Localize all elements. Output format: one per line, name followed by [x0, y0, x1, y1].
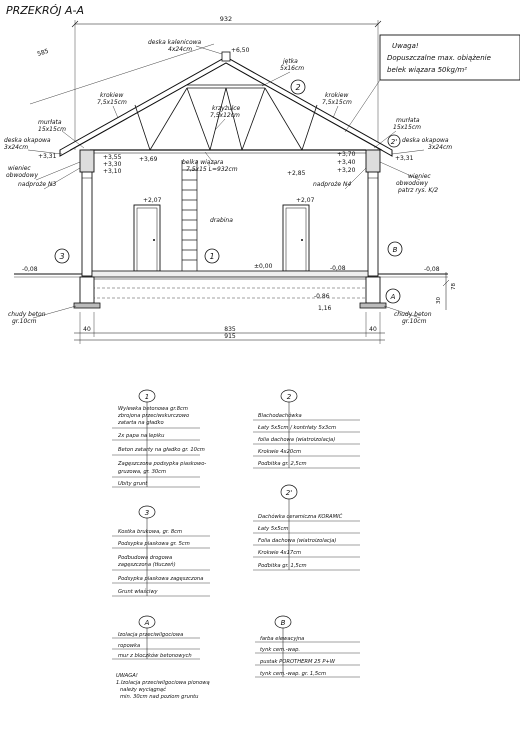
label-krokiew-left: krokiew — [100, 92, 124, 99]
marker-2-prime: 2' — [390, 138, 398, 146]
note-box — [380, 35, 520, 80]
legend-2p-row-0: Dachówka ceramiczna KORAMIĆ — [258, 514, 343, 520]
legend-B-row-2: pustak POROTHERM 25 P+W — [260, 659, 335, 665]
legend-2-marker: 2 — [286, 393, 292, 401]
legend-A-marker: A — [144, 619, 150, 627]
label-chudy-right-1: chudy beton — [394, 311, 432, 318]
legend-1-marker: 1 — [144, 393, 150, 401]
level-foundation: -0,86 — [314, 293, 330, 300]
dim-inner: 835 — [224, 326, 236, 333]
label-deska-okapowa-right: deska okapowa — [402, 137, 449, 144]
note-line2: Dopuszczalne max. obiążenie — [387, 54, 491, 62]
left-door — [134, 205, 160, 271]
label-jetka-size: 5x16cm — [280, 65, 305, 72]
label-deska-okapowa-left-size: 3x24cm — [4, 144, 29, 151]
label-nadproze-right: nadproże N4 — [313, 181, 352, 188]
level-eave-left-top: +3,55 — [103, 154, 122, 161]
drawing-title: PRZEKRÓJ A-A — [6, 4, 85, 17]
label-krokiew-right: krokiew — [325, 92, 349, 99]
marker-B: B — [392, 246, 398, 254]
label-wieniec-right-3: patrz rys. K/2 — [398, 187, 439, 194]
legend-2-row-2: folia dachowa (wiatroizolacja) — [258, 437, 336, 443]
legend-3-row-2b: zagęszczona (tłuczeń) — [118, 562, 176, 568]
legend-A-note-3: min. 30cm nad poziom gruntu — [120, 694, 199, 700]
legend-3-marker: 3 — [144, 509, 150, 517]
note-line3: belek wiązara 50kg/m² — [387, 66, 467, 74]
left-wall — [80, 150, 94, 276]
dim-wall-left: 40 — [83, 326, 91, 333]
marker-3: 3 — [59, 252, 65, 261]
legend-2-prime — [253, 485, 360, 570]
marker-1: 1 — [209, 252, 215, 261]
right-door — [283, 205, 309, 271]
legend-B-row-0: farba elewacyjna — [260, 636, 305, 642]
level-ridge: +6,50 — [231, 47, 250, 54]
marker-A: A — [390, 293, 396, 301]
dim-right-a: 78 — [451, 283, 457, 290]
label-krokiew-right-size: 7,5x15cm — [322, 99, 352, 106]
legend-A-row-0: Izolacja przeciwilgociowa — [118, 632, 184, 638]
level-beam-left: +3,69 — [139, 156, 158, 163]
level-ground-left: -0,08 — [22, 266, 38, 273]
legend-1-row-1: 2x papa na lepiku — [118, 433, 165, 439]
legend-A-note-1: 1.Izolacja przeciwilgociowa pionową — [116, 680, 210, 686]
right-wall — [366, 150, 380, 276]
label-wieniec-left-2: obwodowy — [6, 172, 38, 179]
legend-A — [112, 616, 210, 700]
legend-2p-marker: 2' — [285, 489, 293, 497]
legend-2-row-4: Podbitka gr. 2,5cm — [258, 461, 307, 467]
callouts — [4, 39, 452, 325]
legend-1-row-0c: zatarta na gładko — [118, 420, 164, 426]
legend-2p-row-2: Folia dachowa (wiatroizolacja) — [258, 538, 337, 544]
level-eave-left-mid: +3,30 — [103, 161, 122, 168]
legend-B — [255, 616, 360, 677]
dim-wall-right: 40 — [369, 326, 377, 333]
label-nadproze-left: nadproże N3 — [18, 181, 57, 188]
legend-B-row-3: tynk cem.-wap. gr. 1,5cm — [260, 671, 327, 677]
label-deska-okapowa-right-size: 3x24cm — [428, 144, 453, 151]
marker-2: 2 — [295, 83, 301, 92]
legend-1-row-3b: gruzowa, gr. 30cm — [118, 469, 167, 475]
level-eave-right-top: +3,70 — [337, 151, 356, 158]
legend-B-row-1: tynk cem.-wap. — [260, 647, 301, 653]
legend-3-row-4: Grunt właściwy — [118, 589, 158, 595]
label-murlata-right-size: 15x15cm — [393, 124, 421, 131]
legend-2p-row-4: Podbitka gr. 1,5cm — [258, 563, 307, 569]
legend-2-row-3: Krokwie 4x20cm — [258, 449, 302, 455]
level-eave-right-mid: +3,40 — [337, 159, 356, 166]
legend-2-row-1: Łaty 5x5cm / kontrłaty 5x3cm — [258, 425, 337, 431]
label-murlata-left-size: 15x15cm — [38, 126, 66, 133]
note-line1: Uwaga! — [392, 42, 419, 50]
level-eave-right-outer: +3,31 — [395, 155, 414, 162]
legend-1-row-0a: Wylewka betonowa gr.8cm — [118, 406, 188, 412]
level-door-right: +2,07 — [296, 197, 315, 204]
top-dimension — [72, 15, 381, 150]
right-vertical-dimension — [436, 272, 457, 310]
level-door-left: +2,07 — [143, 197, 162, 204]
label-krzyzulce: krzyżulce — [212, 105, 241, 112]
legend-3-row-1: Podsypka piaskowa gr. 5cm — [118, 541, 190, 547]
level-eave-left-bottom: +3,10 — [103, 168, 122, 175]
label-deska-kalenicowa: deska kalenicowa — [148, 39, 202, 46]
level-eave-left-outer: +3,31 — [38, 153, 57, 160]
dim-right-b: 30 — [436, 297, 442, 304]
right-foundation — [360, 277, 386, 308]
level-foundation-b: 1,16 — [318, 305, 332, 312]
label-krokiew-left-size: 7,5x15cm — [97, 99, 127, 106]
legend-A-row-1: ropowka — [118, 643, 141, 649]
legend-1-row-4: Ubity grunt — [118, 481, 148, 487]
ladder — [182, 160, 197, 272]
bottom-dimensions — [74, 312, 385, 344]
label-drabina: drabina — [210, 217, 233, 224]
label-belka-2: 7,5x15 L=932cm — [186, 166, 238, 173]
dim-total-top: 932 — [219, 15, 233, 23]
label-wieniec-right-2: obwodowy — [396, 180, 428, 187]
label-wieniec-left-1: wieniec — [8, 165, 31, 172]
label-murlata-right: murłata — [396, 117, 420, 124]
label-krzyzulce-size: 7,5x12cm — [210, 112, 240, 119]
label-jetka: jętka — [283, 58, 298, 65]
legend-1-row-3a: Zagęszczona podsypka piaskowo- — [118, 461, 207, 467]
legend-A-note-0: UWAGA! — [116, 673, 138, 679]
legend-A-note-2: należy wyciągnąć — [120, 687, 166, 693]
label-chudy-right-2: gr.10cm — [402, 318, 427, 325]
legend-2 — [253, 390, 360, 468]
legend-3 — [112, 506, 210, 596]
legend-2p-row-1: Łaty 5x5cm — [258, 526, 289, 532]
label-wieniec-right-1: wieniec — [408, 173, 431, 180]
legend-1-row-2: Beton zatarty na gładko gr. 10cm — [118, 447, 205, 453]
level-floor: ±0,00 — [254, 263, 273, 270]
level-inner-mark: +2,85 — [287, 170, 306, 177]
legend-3-row-3: Podsypka piaskowa zagęszczona — [118, 576, 204, 582]
legend-2p-row-3: Krokwie 4x17cm — [258, 550, 302, 556]
level-ground-right: -0,08 — [424, 266, 440, 273]
legend-2-row-0: Blachodachówka — [258, 413, 302, 419]
label-deska-kalenicowa-size: 4x24cm — [168, 46, 193, 53]
legend-1 — [112, 390, 206, 487]
label-chudy-left-1: chudy beton — [8, 311, 46, 318]
legend-1-row-0b: zbrojona przeciwskurczowo — [118, 413, 190, 419]
label-chudy-left-2: gr.10cm — [12, 318, 37, 325]
legend-B-marker: B — [280, 619, 286, 627]
left-foundation — [74, 277, 100, 308]
legend-3-row-0: Kostka brukowa, gr. 8cm — [118, 529, 183, 535]
label-belka-1: belka wiązara — [182, 159, 224, 166]
level-eave-right-bottom: +3,20 — [337, 167, 356, 174]
level-ground-mid: -0,08 — [330, 265, 346, 272]
legend-A-row-2: mur z bloczków betonowych — [118, 653, 192, 659]
legend-3-row-2a: Podbudowa drogowa — [118, 555, 173, 561]
dim-total-bottom: 915 — [224, 333, 236, 340]
label-deska-okapowa-left: deska okapowa — [4, 137, 51, 144]
dim-rafter-length: 585 — [36, 47, 50, 58]
label-murlata-left: murłata — [38, 119, 62, 126]
